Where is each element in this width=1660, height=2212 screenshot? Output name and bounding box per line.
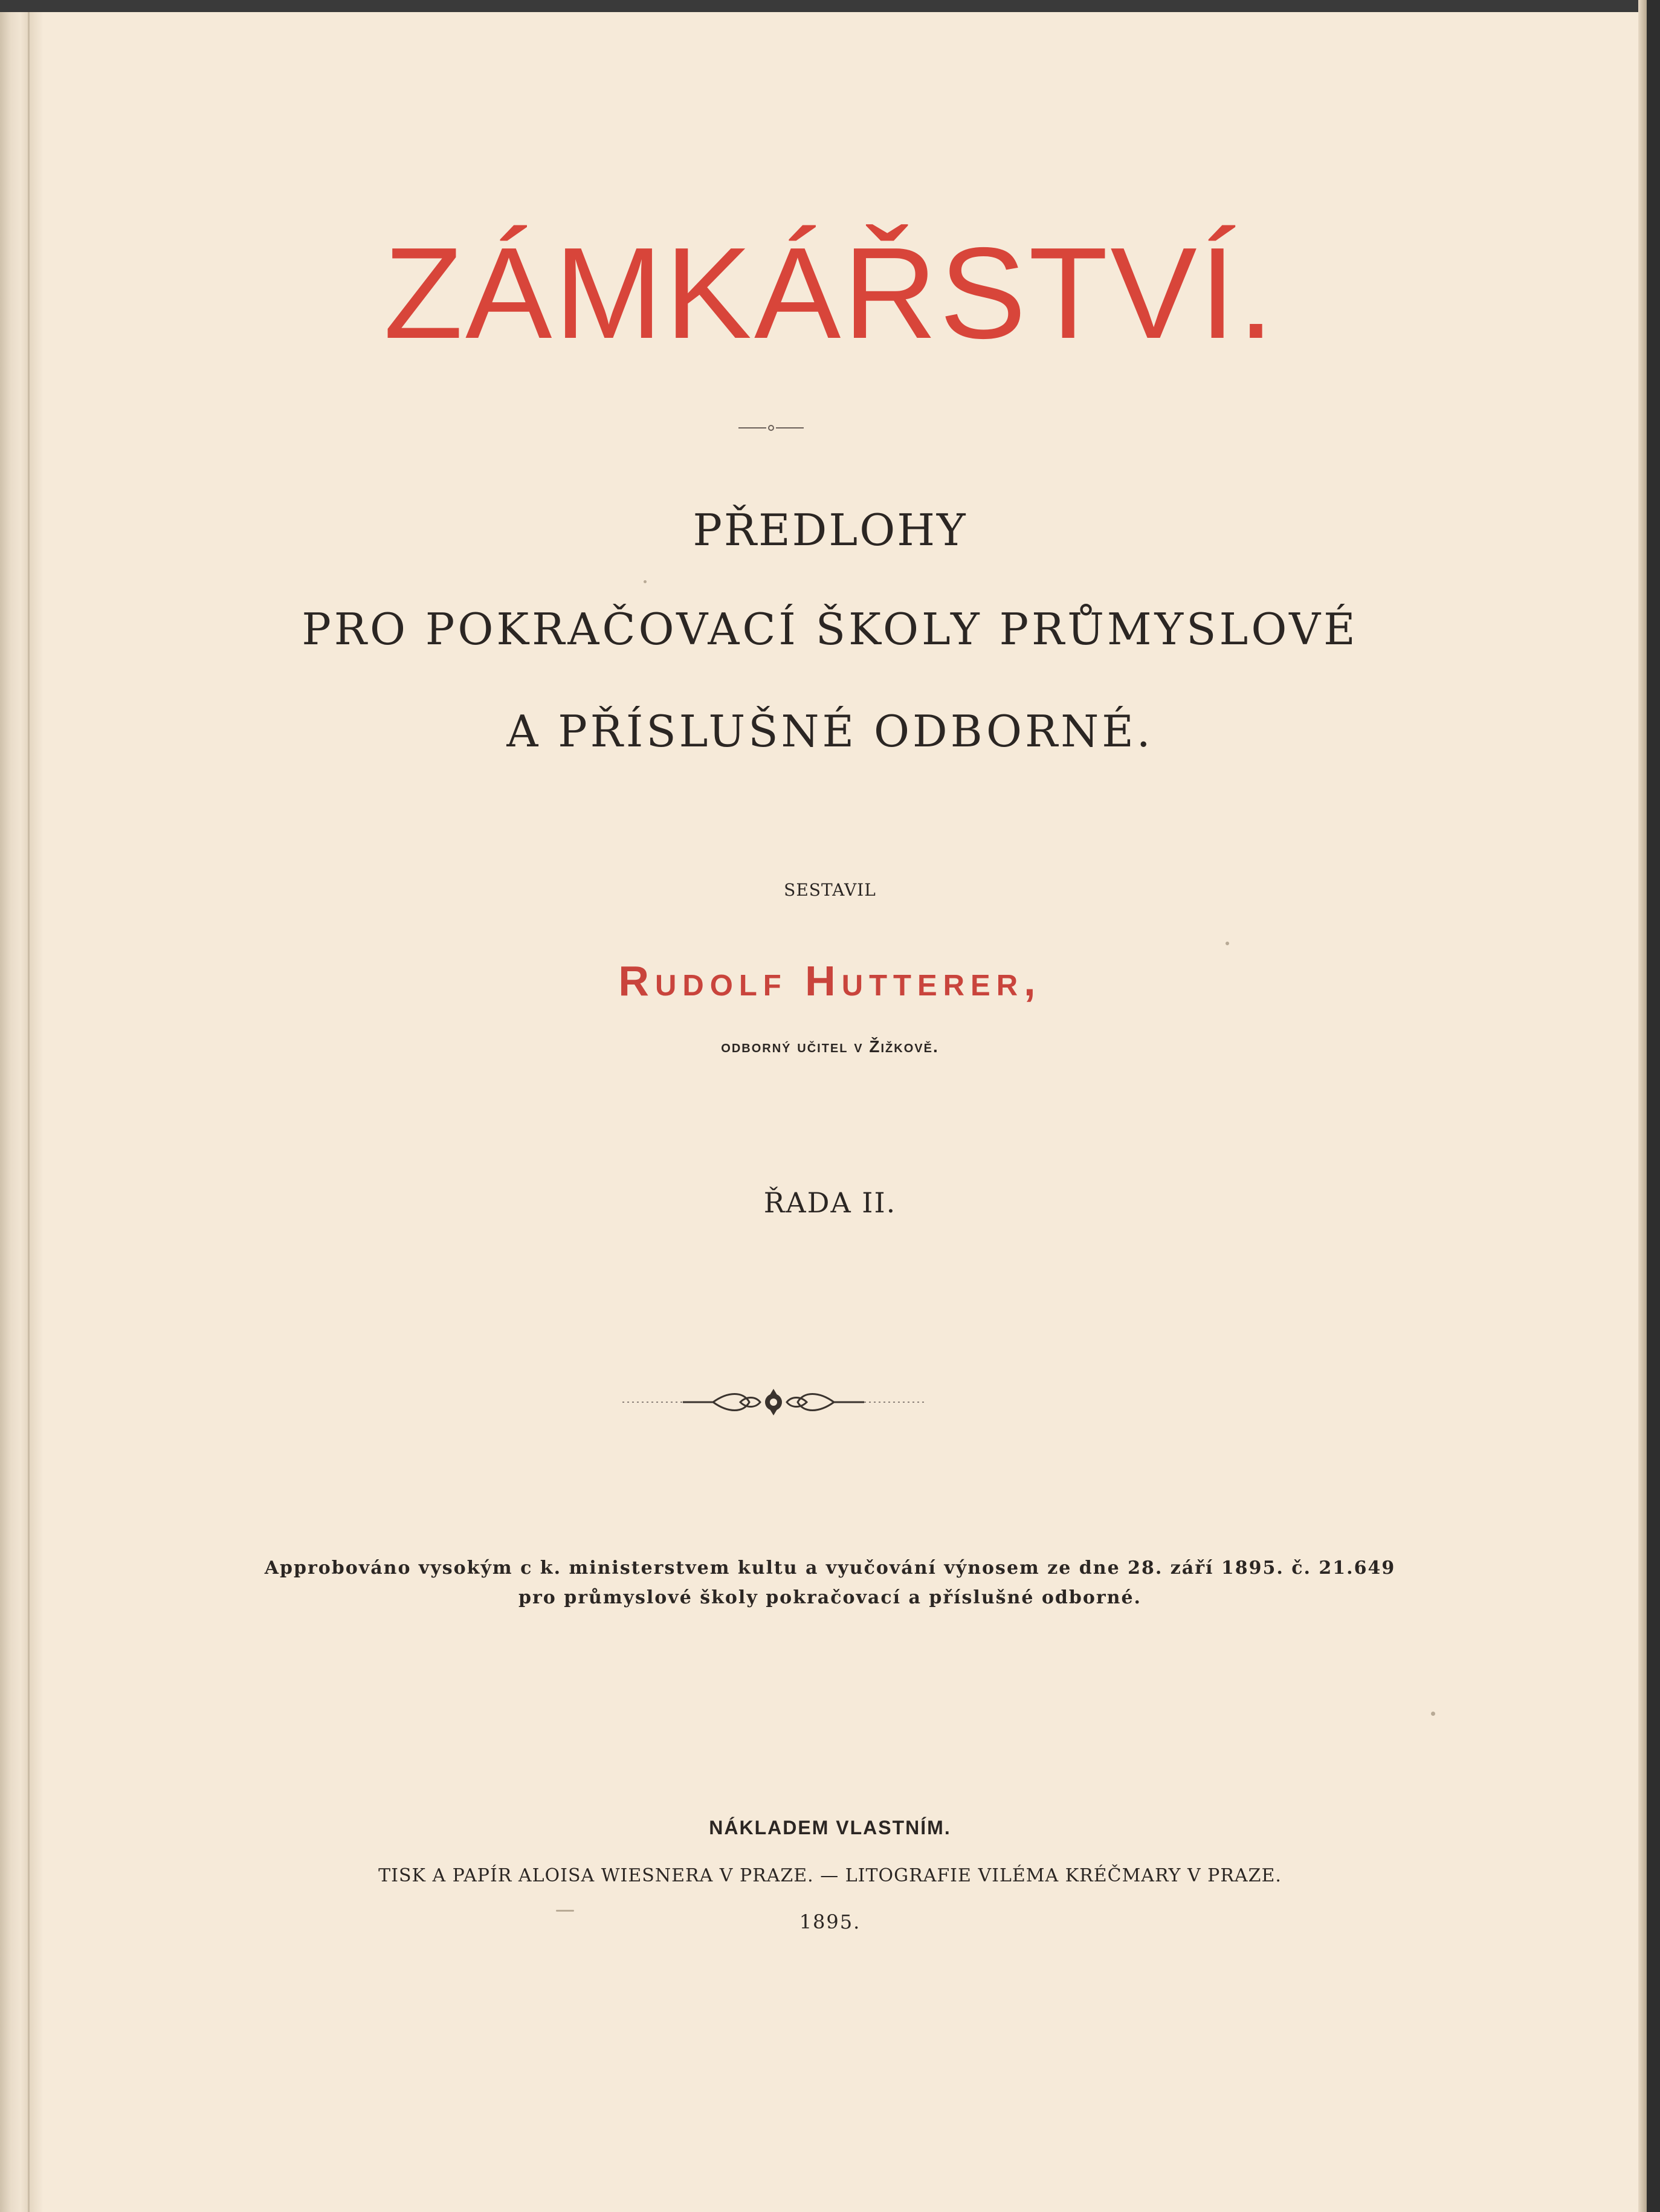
author-role: odborný učitel v Žižkově. xyxy=(721,1037,939,1056)
compiled-by-label: SESTAVIL xyxy=(784,880,876,900)
paper-speck xyxy=(1226,942,1229,945)
book-title: ZÁMKÁŘSTVÍ. xyxy=(383,220,1277,366)
subtitle-line-3: A PŘÍSLUŠNÉ ODBORNÉ. xyxy=(506,706,1154,757)
paper-speck xyxy=(644,580,647,583)
approval-line-2: pro průmyslové školy pokračovací a příslušné odborné. xyxy=(518,1587,1142,1608)
small-rule-ornament xyxy=(738,424,804,432)
printer-imprint: TISK A PAPÍR ALOISA WIESNERA V PRAZE. — LITOGRAFIE VILÉMA KRÉČMARY V PRAZE. xyxy=(378,1865,1282,1886)
paper-speck xyxy=(556,1910,574,1912)
paper-speck xyxy=(1431,1712,1435,1716)
approval-line-1: Approbováno vysokým c k. ministerstvem kultu a vyučování výnosem ze dne 28. září 1895. č. 21.649 xyxy=(264,1557,1396,1579)
subtitle-line-2: PRO POKRAČOVACÍ ŠKOLY PRŮMYSLOVÉ xyxy=(302,604,1358,655)
series-number: ŘADA II. xyxy=(763,1186,897,1219)
author-name: Rudolf Hutterer, xyxy=(618,957,1042,1004)
publication-year: 1895. xyxy=(799,1910,861,1933)
publisher-imprint: NÁKLADEM VLASTNÍM. xyxy=(709,1817,951,1838)
top-scan-edge xyxy=(0,0,1660,12)
subtitle-line-1: PŘEDLOHY xyxy=(693,505,967,555)
flourish-ornament-icon xyxy=(622,1385,925,1419)
